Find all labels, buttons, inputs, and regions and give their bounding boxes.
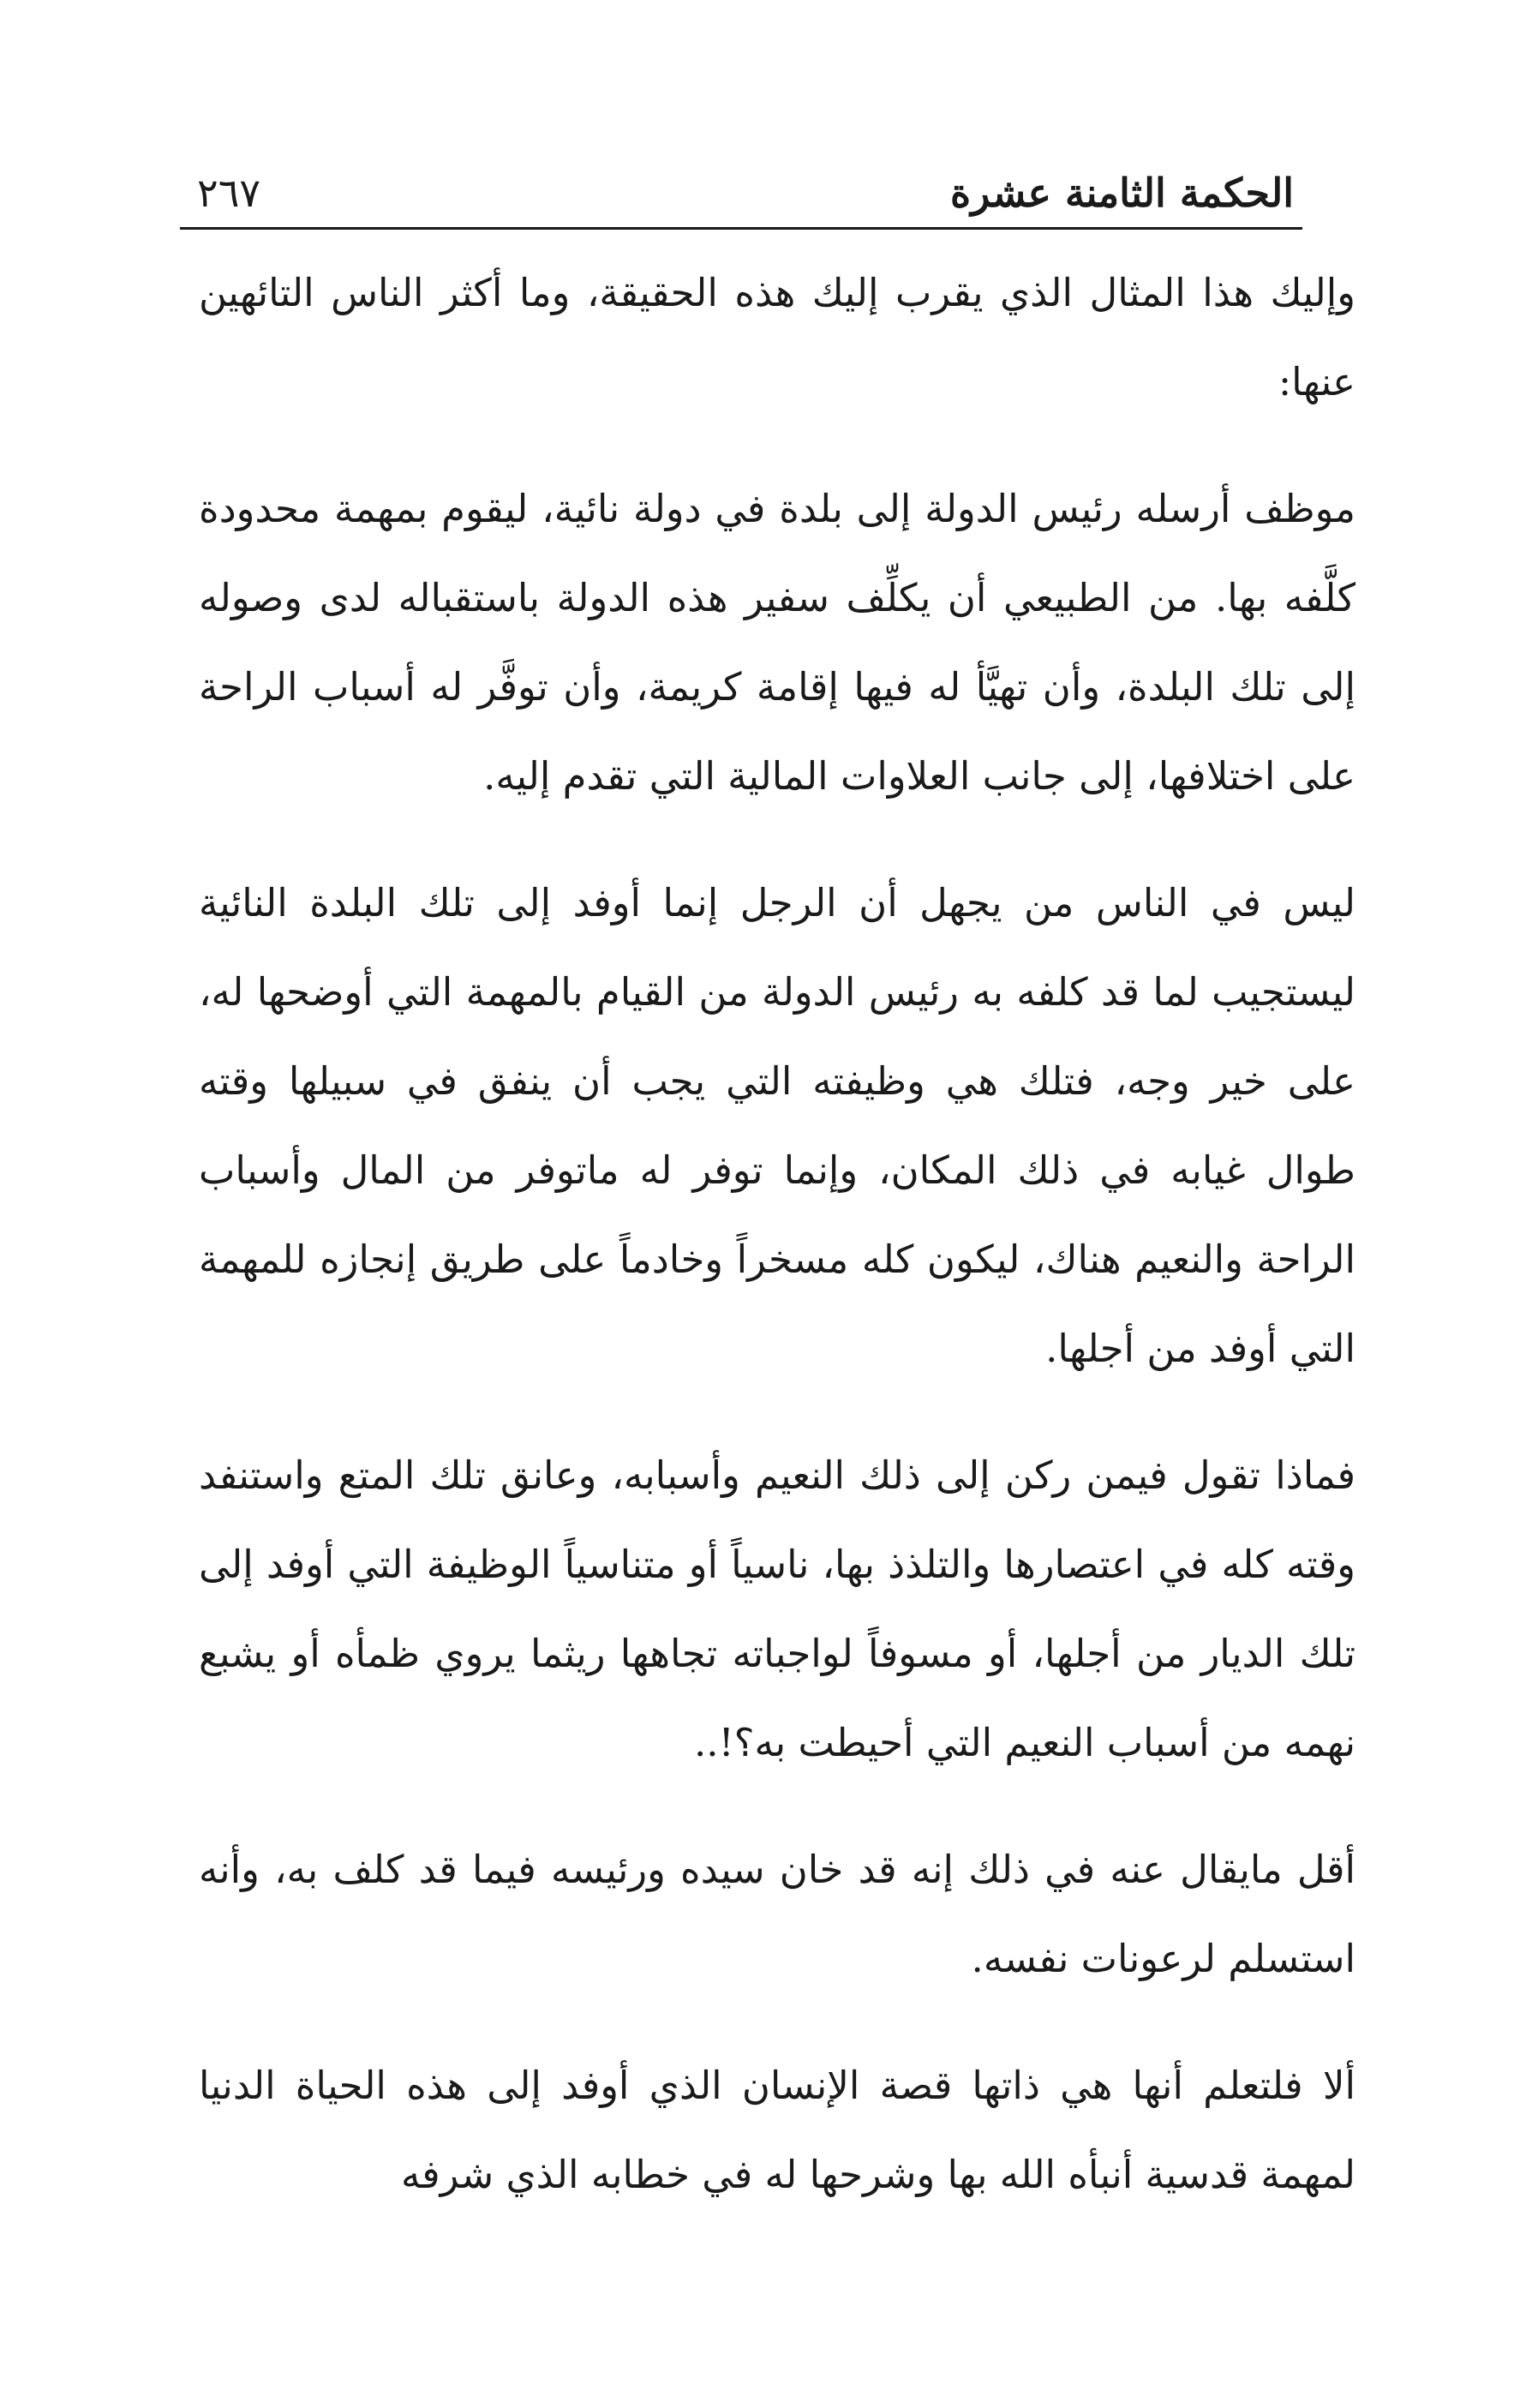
paragraph-mission: ليس في الناس من يجهل أن الرجل إنما أوفد إلى تلك البلدة النائية ليستجيب لما قد كلفه به رئيس الدولة من القيام بالمهمة التي أوضحها له، على خير وجه، فتلك هي وظيفته التي يجب أن ينفق في سبيلها وقته طوال غيابه في ذلك المكان، وإنما توفر له ماتوفر من المال وأسباب الراحة والنعيم هناك، ليكون كله مسخراً وخادماً على طريق إنجازه للمهمة التي أوفد من أجلها. [199, 880, 1355, 1371]
paragraph-question: فماذا تقول فيمن ركن إلى ذلك النعيم وأسبابه، وعانق تلك المتع واستنفد وقته كله في اعتصارها والتلذذ بها، ناسياً أو متناسياً الوظيفة التي أوفد إلى تلك الديار من أجلها، أو مسوفاً لواجباته تجاهها ريثما يروي ظمأه أو يشبع نهمه من أسباب النعيم التي أحيطت به؟!.. [199, 1453, 1355, 1765]
header-divider [180, 227, 1302, 230]
paragraph-betrayal: أقل مايقال عنه في ذلك إنه قد خان سيده ورئيسه فيما قد كلف به، وأنه استسلم لرعونات نفسه. [199, 1847, 1355, 1981]
page-number: ٢٦٧ [197, 170, 261, 216]
paragraph-human-story: ألا فلتعلم أنها هي ذاتها قصة الإنسان الذي أوفد إلى هذه الحياة الدنيا لمهمة قدسية أنبأه الله بها وشرحها له في خطابه الذي شرفه [199, 2063, 1355, 2197]
paragraph-example-intro: وإليك هذا المثال الذي يقرب إليك هذه الحقيقة، وما أكثر الناس التائهين عنها: [199, 270, 1355, 404]
paragraph-envoy: موظف أرسله رئيس الدولة إلى بلدة في دولة نائية، ليقوم بمهمة محدودة كلَّفه بها. من الطبيعي أن يكلِّف سفير هذه الدولة باستقباله لدى وصوله إلى تلك البلدة، وأن تهيَّأ له فيها إقامة كريمة، وأن توفَّر له أسباب الراحة على اختلافها، إلى جانب العلاوات المالية التي تقدم إليه. [199, 486, 1355, 799]
running-head [180, 159, 1294, 227]
body-text [199, 249, 1355, 2257]
chapter-title: الحكمة الثامنة عشرة [949, 170, 1294, 216]
